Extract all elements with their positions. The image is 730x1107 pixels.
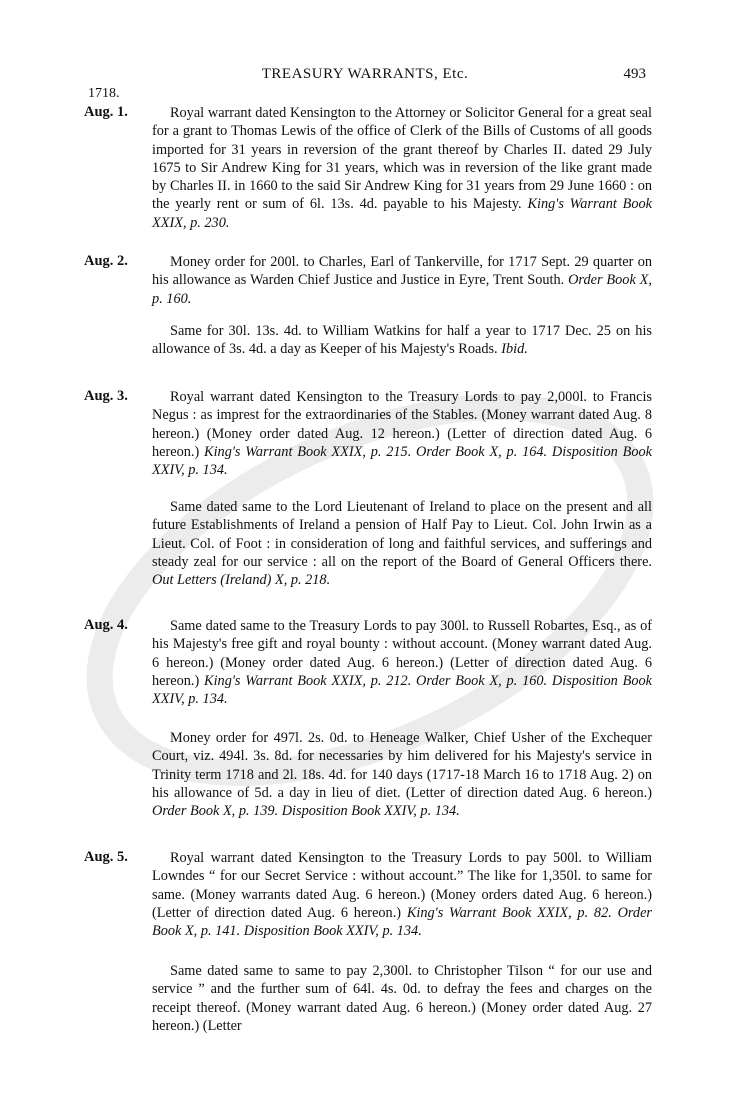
entry-reference: King's Warrant Book XXIX, p. 215. Order Book X, p. 164. Disposition Book XXIV, p. 134.: [152, 443, 653, 479]
entry-reference: Order Book X, p. 139. Disposition Book XXIV, p. 134.: [152, 803, 460, 820]
page-number: 493: [623, 66, 646, 82]
entry-paragraph: Royal warrant dated Kensington to the Treasury Lords to pay 2,000l. to Francis Negus : as imprest for the extraordinaries of the Stables. (Money warrant dated Aug. 8 hereon.) (Money order dated Aug. 12 hereon.) (Letter of direction dated Aug. 6 hereon.) King's Warrant Book XXIX, p. 215. Order Book X, p. 164. Disposition Book XXIV, p. 134.: [152, 389, 653, 479]
entry-date: Aug. 3.: [84, 388, 128, 404]
entry-reference: Ibid.: [501, 341, 528, 358]
entry-date: Aug. 5.: [84, 849, 128, 865]
entry-reference: King's Warrant Book XXIX, p. 230.: [152, 196, 652, 231]
entry-date: Aug. 4.: [84, 617, 128, 633]
entry-paragraph: Royal warrant dated Kensington to the Treasury Lords to pay 500l. to William Lowndes “ for our Secret Service : without account.” The like for 1,350l. to same for same. (Money warrants dated Aug. 6 hereon.) (Money orders dated Aug. 6 hereon.) (Letter of direction dated Aug. 6 hereon.) King's Warrant Book XXIX, p. 82. Order Book X, p. 141. Disposition Book XXIV, p. 134.: [152, 850, 652, 940]
entry-paragraph: Same for 30l. 13s. 4d. to William Watkins for half a year to 1717 Dec. 25 on his allowance of 3s. 4d. a day as Keeper of his Majesty's Roads. Ibid.: [152, 323, 652, 358]
entry-paragraph: Money order for 497l. 2s. 0d. to Heneage Walker, Chief Usher of the Exchequer Court, viz. 494l. 3s. 8d. for necessaries by him delivered for his Majesty's service in Trinity term 1718 and 2l. 18s. 4d. for 140 days (1717-18 March 16 to 1718 Aug. 2) on his allowance of 5d. a day in lieu of diet. (Letter of direction dated Aug. 6 hereon.) Order Book X, p. 139. Disposition Book XXIV, p. 134.: [152, 730, 652, 820]
entry-date: Aug. 1.: [84, 104, 128, 120]
year-label: 1718.: [88, 86, 120, 101]
entry-reference: Order Book X, p. 160.: [152, 272, 652, 307]
entry-paragraph: Money order for 200l. to Charles, Earl of Tankerville, for 1717 Sept. 29 quarter on his allowance as Warden Chief Justice and Justice in Eyre, Trent South. Order Book X, p. 160.: [152, 254, 652, 307]
entry-reference: Out Letters (Ireland) X, p. 218.: [152, 572, 331, 589]
entry-paragraph: Same dated same to the Lord Lieutenant of Ireland to place on the present and all future Establishments of Ireland a pension of Half Pay to Lieut. Col. John Irwin as a Lieut. Col. of Foot : in consideration of long and faithful services, and sufferings and steady zeal for our service : all on the report of the Board of General Officers there. Out Letters (Ireland) X, p. 218.: [152, 499, 652, 589]
entry-paragraph: Same dated same to same to pay 2,300l. to Christopher Tilson “ for our use and service ” and the further sum of 64l. 4s. 0d. to defray the fees and charges on the receipt thereof. (Money warrant dated Aug. 6 hereon.) (Money order dated Aug. 27 hereon.) (Letter: [152, 963, 652, 1034]
entry-reference: King's Warrant Book XXIX, p. 212. Order Book X, p. 160. Disposition Book XXIV, p. 134.: [152, 672, 653, 708]
entry-date: Aug. 2.: [84, 253, 128, 269]
entry-paragraph: Royal warrant dated Kensington to the Attorney or Solicitor General for a great seal for a grant to Thomas Lewis of the office of Clerk of the Bills of Customs of all goods imported for 31 years in reversion of the grant thereof by Charles II. dated 29 July 1675 to Sir Andrew King for 31 years, which was in reversion of the like grant made by Charles II. in 1660 to the said Sir Andrew King for 31 years from 29 June 1660 : on the yearly rent or sum of 6l. 13s. 4d. payable to his Majesty. King's Warrant Book XXIX, p. 230.: [152, 105, 652, 231]
entry-reference: King's Warrant Book XXIX, p. 82. Order Book X, p. 141. Disposition Book XXIV, p. 134.: [152, 904, 652, 940]
running-header-title: TREASURY WARRANTS, Etc.: [261, 66, 469, 82]
entry-paragraph: Same dated same to the Treasury Lords to pay 300l. to Russell Robartes, Esq., as of his Majesty's free gift and royal bounty : without account. (Money warrant dated Aug. 6 hereon.) (Money order dated Aug. 6 hereon.) (Letter of direction dated Aug. 6 hereon.) King's Warrant Book XXIX, p. 212. Order Book X, p. 160. Disposition Book XXIV, p. 134.: [152, 618, 653, 708]
